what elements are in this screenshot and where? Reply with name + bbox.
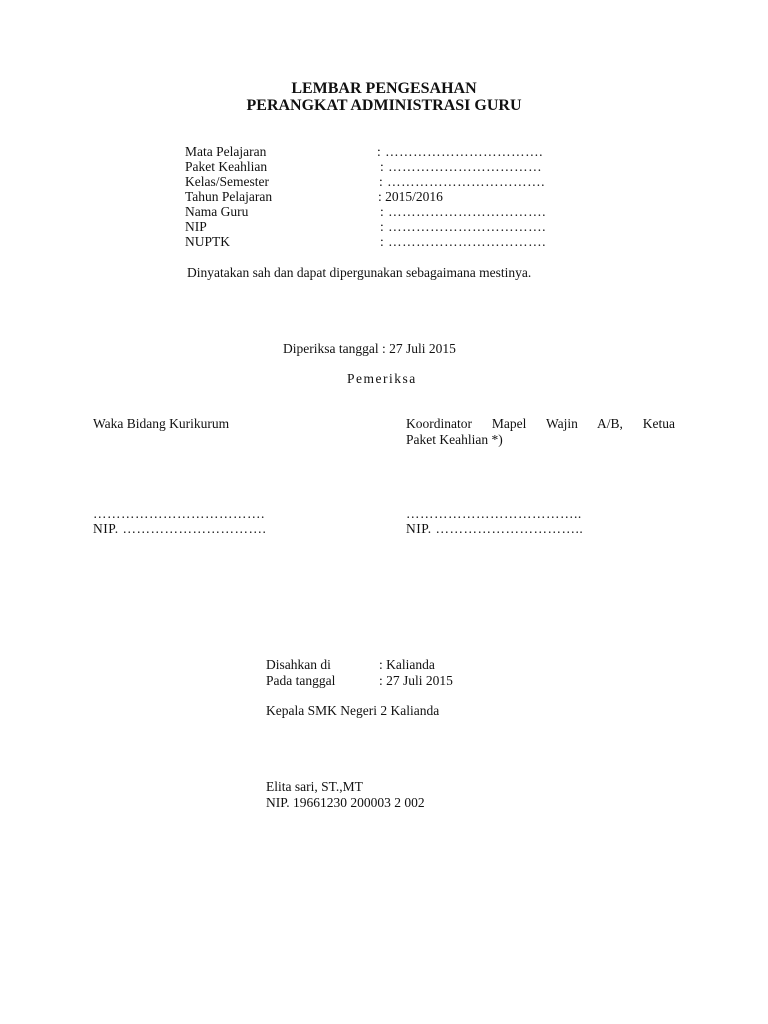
checked-date: Diperiksa tanggal : 27 Juli 2015 [283, 341, 456, 356]
right-signer-line: ……………………………….. [406, 506, 582, 521]
field-label-mata-pelajaran: Mata Pelajaran [185, 144, 267, 159]
document-subtitle: PERANGKAT ADMINISTRASI GURU [246, 97, 522, 114]
field-label-kelas-semester: Kelas/Semester [185, 174, 269, 189]
field-value-nuptk: : ……………………………. [380, 234, 547, 249]
field-value-nama-guru: : ……………………………. [380, 204, 547, 219]
field-value-tahun-pelajaran: : 2015/2016 [378, 189, 443, 204]
statement-text: Dinyatakan sah dan dapat dipergunakan sebagaimana mestinya. [187, 265, 532, 280]
right-signer-role-line1: Koordinator Mapel Wajin A/B, Ketua [406, 416, 675, 431]
field-value-paket-keahlian: : …………………………… [380, 159, 543, 174]
left-signer-role: Waka Bidang Kurikurum [93, 416, 230, 431]
right-signer-nip: NIP. ………………………….. [406, 521, 584, 536]
headmaster-title: Kepala SMK Negeri 2 Kalianda [266, 703, 440, 718]
right-signer-role-line2: Paket Keahlian *) [406, 432, 503, 447]
field-label-tahun-pelajaran: Tahun Pelajaran [185, 189, 273, 204]
headmaster-nip: NIP. 19661230 200003 2 002 [266, 795, 425, 810]
headmaster-name: Elita sari, ST.,MT [266, 779, 363, 794]
left-signer-nip: NIP. …………………………. [93, 521, 267, 536]
examiner-heading: Pemeriksa [347, 371, 417, 386]
field-label-nama-guru: Nama Guru [185, 204, 249, 219]
ratification-place-label: Disahkan di [266, 657, 331, 672]
field-value-mata-pelajaran: : ……………………………. [377, 144, 544, 159]
field-label-nip: NIP [185, 219, 207, 234]
document-title: LEMBAR PENGESAHAN [291, 80, 477, 97]
ratification-date-value: : 27 Juli 2015 [379, 673, 453, 688]
field-label-nuptk: NUPTK [185, 234, 231, 249]
ratification-place-value: : Kalianda [379, 657, 435, 672]
field-label-paket-keahlian: Paket Keahlian [185, 159, 268, 174]
field-value-kelas-semester: : ……………………………. [379, 174, 546, 189]
left-signer-line: ………………………………. [93, 506, 265, 521]
ratification-date-label: Pada tanggal [266, 673, 336, 688]
field-value-nip: : ……………………………. [380, 219, 547, 234]
